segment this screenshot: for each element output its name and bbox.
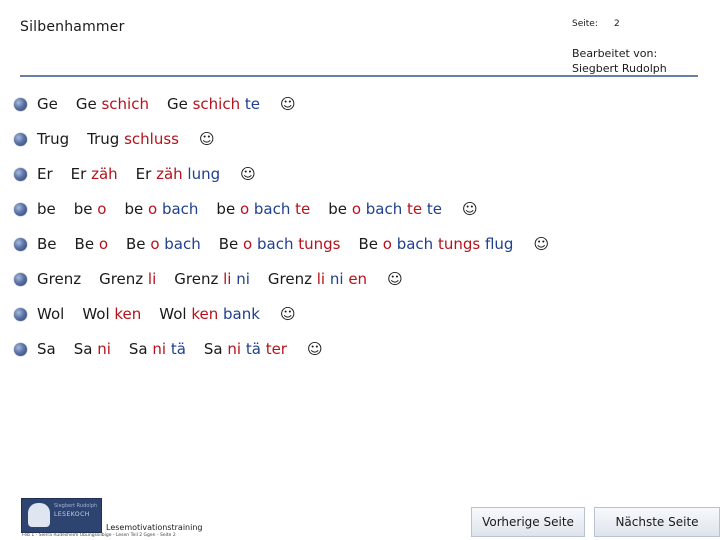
syllable-word [74,200,107,218]
page-number: 2 [614,19,620,29]
syllable: ni [236,270,250,288]
syllable: Sa [73,340,98,358]
syllable: Ge [166,95,193,113]
smiley-icon: ☺ [240,165,256,183]
syllable: be [73,200,98,218]
syllable: Ge [75,95,102,113]
syllable-word [167,95,260,113]
syllable-row [14,160,256,188]
previous-page-button[interactable]: Vorherige Seite [471,507,585,537]
syllable: bach [396,235,438,253]
smiley-icon: ☺ [198,130,215,148]
syllable-word [219,235,341,253]
syllable-word [174,270,250,288]
bullet-icon [14,168,27,181]
syllable: bank [223,305,260,323]
syllable: tä [245,340,266,358]
syllable-word [37,340,56,358]
syllable: bach [164,235,201,253]
syllable-word [37,165,53,183]
syllable-word [37,130,69,148]
syllable: Be [126,235,151,253]
syllable: Sa [203,340,228,358]
syllable: flug [484,235,514,253]
syllable: schluss [124,130,179,148]
syllable-word [328,200,442,218]
syllable-word [126,235,201,253]
syllable-word [129,340,186,358]
page-title: Silbenhammer [20,19,125,35]
syllable: be [124,200,148,218]
syllable-row [14,125,215,153]
syllable: Be [218,235,244,253]
program-title: Lesemotivationstraining [106,523,203,532]
syllable-word [76,95,149,113]
syllable: Be [358,235,383,253]
syllable: schich [192,95,241,113]
bullet-icon [14,203,27,216]
smiley-icon: ☺ [533,235,550,253]
syllable: li [223,270,237,288]
syllable: Wol [82,305,115,323]
smiley-icon: ☺ [279,305,296,323]
syllable-word [124,200,198,218]
syllable: li [316,270,330,288]
chef-hat-icon [28,503,50,527]
syllable: tungs [298,235,341,253]
syllable: Be [37,235,57,253]
smiley-icon: ☺ [462,200,478,218]
syllable-row [14,90,296,118]
syllable: Er [70,165,92,183]
bullet-icon [14,238,27,251]
syllable: zäh [91,165,118,183]
syllable-word [204,340,287,358]
syllable: be [37,200,56,218]
syllable: Be [74,235,99,253]
syllable: li [147,270,157,288]
syllable: te [426,200,443,218]
syllable: Sa [128,340,153,358]
syllable: en [348,270,368,288]
syllable-row [14,265,403,293]
syllable: o [150,235,165,253]
editor-line-1: Bearbeitet von: [572,47,658,60]
syllable: bach [365,200,408,218]
syllable-row [14,335,323,363]
syllable: o [243,235,257,253]
smiley-icon: ☺ [280,95,296,113]
syllable: Trug [37,130,70,148]
syllable: lung [187,165,221,183]
syllable: te [295,200,311,218]
lesekoch-logo [21,498,102,533]
syllable-word [37,200,56,218]
syllable: te [240,95,260,113]
syllable-word [37,270,81,288]
syllable-word [87,130,179,148]
bullet-icon [14,133,27,146]
syllable-word [268,270,367,288]
syllable-word [74,340,111,358]
syllable: ken [114,305,142,323]
syllable: zäh [156,165,188,183]
syllable-row [14,300,296,328]
bullet-icon [14,343,27,356]
logo-top-text: Siegbert Rudolph [54,503,98,509]
bullet-icon [14,308,27,321]
syllable-word [82,305,141,323]
syllable-word [37,235,57,253]
syllable-word [216,200,310,218]
syllable: o [97,200,107,218]
syllable: Grenz [37,270,82,288]
syllable: Wol [37,305,65,323]
syllable: Grenz [267,270,317,288]
syllable: o [98,235,109,253]
syllable: Ge [37,95,58,113]
syllable: ni [329,270,349,288]
syllable: o [239,200,254,218]
syllable: Sa [37,340,56,358]
syllable: be [216,200,240,218]
syllable: te [407,200,427,218]
smiley-icon: ☺ [306,340,323,358]
syllable-word [358,235,513,253]
syllable-row [14,230,549,258]
syllable: o [382,235,397,253]
syllable: Er [37,165,53,183]
program-footnote: Feb 1 - Sierra Rüdesheim Übungssilbige - Lesen Teil 2 Ggen - Seite 2 [22,533,176,538]
page-label: Seite: [572,19,598,29]
syllable: Grenz [174,270,224,288]
syllable: o [351,200,366,218]
syllable-word [37,95,58,113]
syllable: ni [227,340,246,358]
bullet-icon [14,98,27,111]
logo-name: LESEKOCH [54,511,90,518]
syllable: ni [97,340,111,358]
syllable: Er [135,165,157,183]
syllable: tä [170,340,186,358]
next-page-button[interactable]: Nächste Seite [594,507,720,537]
syllable-word [71,165,118,183]
syllable: Trug [87,130,125,148]
syllable: ter [265,340,287,358]
syllable-word [99,270,156,288]
bullet-icon [14,273,27,286]
syllable-word [136,165,220,183]
syllable: bach [256,235,299,253]
syllable-word [159,305,260,323]
syllable: bach [161,200,199,218]
syllable: ni [152,340,171,358]
syllable: be [328,200,352,218]
syllable: bach [253,200,296,218]
editor-line-2: Siegbert Rudolph [572,62,667,75]
syllable-word [37,305,64,323]
syllable: Grenz [99,270,148,288]
syllable-word [75,235,108,253]
syllable: Wol [159,305,192,323]
syllable-row [14,195,478,223]
smiley-icon: ☺ [387,270,403,288]
syllable: tungs [437,235,485,253]
syllable: ken [191,305,224,323]
syllable: o [148,200,162,218]
syllable: schich [101,95,149,113]
